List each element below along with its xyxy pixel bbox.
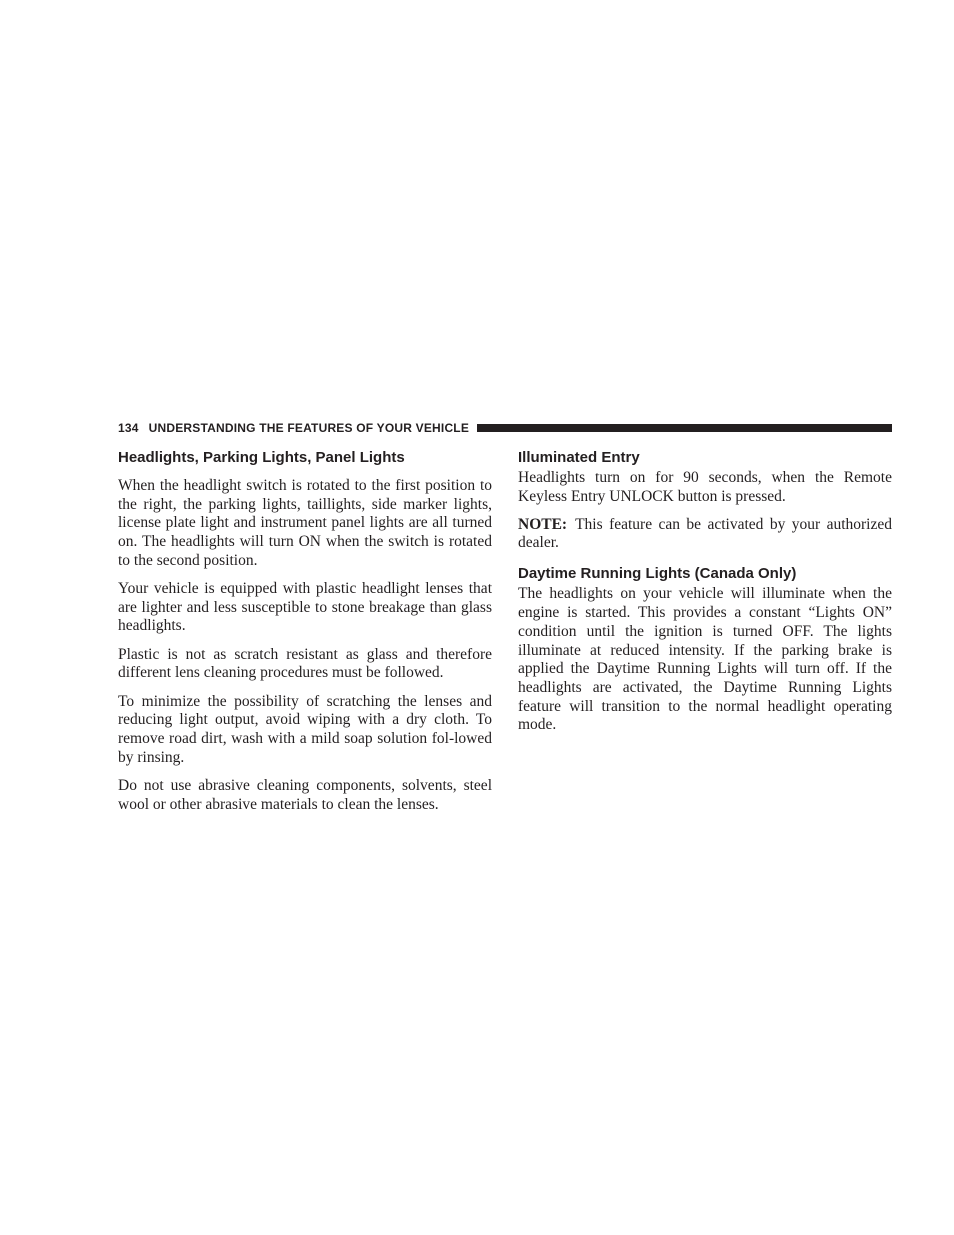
- daytime-running-lights-heading: Daytime Running Lights (Canada Only): [518, 565, 797, 583]
- section-title: UNDERSTANDING THE FEATURES OF YOUR VEHICLE: [148, 421, 470, 435]
- paragraph-plastic-lenses: Your vehicle is equipped with plastic headlight lenses that are lighter and less susceptible to stone breakage than glass headlights.: [118, 580, 492, 635]
- daytime-running-lights-text: The headlights on your vehicle will illuminate when the engine is started. This provides a constant “Lights ON” condition until the ignition is turned OFF. The lights illuminate at reduced intensity. If the parking brake is applied the Daytime Running Lights will turn off. If the headlights are activated, the Daytime Running Lights feature will transition to the normal headlight operating mode.: [518, 585, 892, 734]
- note-text: This feature can be activated by your authorized dealer.: [518, 515, 892, 552]
- illuminated-entry-heading: Illuminated Entry: [518, 449, 640, 466]
- note-label: NOTE:: [518, 515, 568, 533]
- right-column: [518, 446, 892, 744]
- page-header: [118, 419, 892, 437]
- left-column: [118, 446, 492, 824]
- paragraph-scratch-resistance: Plastic is not as scratch resistant as glass and therefore different lens cleaning procedures must be followed.: [118, 645, 492, 682]
- headlights-heading: Headlights, Parking Lights, Panel Lights: [118, 449, 405, 466]
- note-paragraph: [518, 516, 892, 553]
- header-rule: [477, 424, 892, 432]
- illuminated-entry-text: Headlights turn on for 90 seconds, when the Remote Keyless Entry UNLOCK button is pressed.: [518, 469, 892, 505]
- paragraph-cleaning: To minimize the possibility of scratching the lenses and reducing light output, avoid wiping with a dry cloth. To remove road dirt, wash with a mild soap solution fol-lowed by rinsing.: [118, 692, 492, 766]
- paragraph-abrasives: Do not use abrasive cleaning components, solvents, steel wool or other abrasive materials to clean the lenses.: [118, 776, 492, 813]
- page-number: 134: [118, 421, 139, 435]
- paragraph-headlight-switch: When the headlight switch is rotated to the first position to the right, the parking lights, taillights, side marker lights, license plate light and instrument panel lights are all turned on. The headlights will turn ON when the switch is rotated to the second position.: [118, 477, 492, 569]
